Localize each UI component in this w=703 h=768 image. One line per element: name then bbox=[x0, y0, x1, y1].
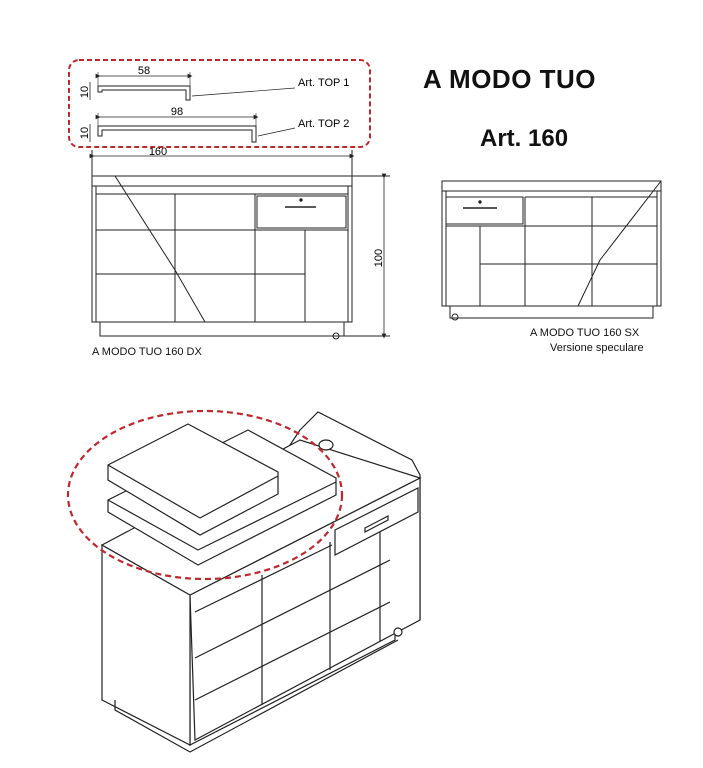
top1-width-label: 58 bbox=[137, 65, 151, 77]
tops-highlight-box bbox=[69, 60, 370, 147]
tops-detail bbox=[69, 60, 370, 147]
top1-profile bbox=[98, 86, 190, 100]
top1-label: Art. TOP 1 bbox=[298, 77, 350, 89]
article-number: Art. 160 bbox=[480, 125, 569, 152]
top2-profile bbox=[98, 126, 256, 142]
mirror-view-sx bbox=[442, 181, 661, 320]
mirror-view-caption: A MODO TUO 160 SX bbox=[530, 327, 640, 339]
front-view-caption: A MODO TUO 160 DX bbox=[92, 346, 202, 358]
front-height-label: 100 bbox=[373, 248, 385, 268]
top2-label: Art. TOP 2 bbox=[298, 118, 350, 130]
front-width-label: 160 bbox=[148, 146, 168, 158]
front-view-dx bbox=[92, 150, 390, 339]
top2-height-label: 10 bbox=[79, 126, 91, 140]
top2-width-label: 98 bbox=[170, 106, 184, 118]
page-title: A MODO TUO bbox=[423, 64, 597, 94]
top1-height-label: 10 bbox=[79, 85, 91, 99]
mirror-view-subcaption: Versione speculare bbox=[550, 342, 644, 354]
